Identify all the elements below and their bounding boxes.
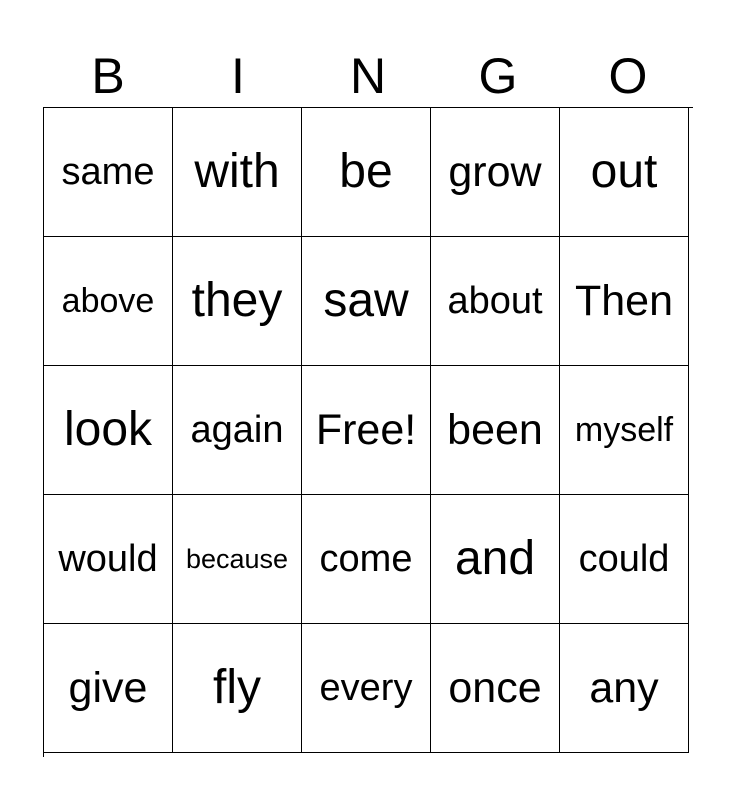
- header-letter-i: I: [231, 48, 245, 104]
- bingo-cell[interactable]: myself: [560, 366, 689, 495]
- bingo-cell[interactable]: because: [173, 495, 302, 624]
- header-letter-b: B: [91, 48, 125, 104]
- bingo-cell[interactable]: above: [44, 237, 173, 366]
- header-letter-g: G: [478, 48, 518, 104]
- bingo-cell[interactable]: be: [302, 108, 431, 237]
- bingo-cell[interactable]: saw: [302, 237, 431, 366]
- header-letter-o: O: [608, 48, 648, 104]
- bingo-cell[interactable]: any: [560, 624, 689, 753]
- bingo-cell[interactable]: with: [173, 108, 302, 237]
- bingo-cell[interactable]: could: [560, 495, 689, 624]
- bingo-cell[interactable]: once: [431, 624, 560, 753]
- free-space-cell[interactable]: Free!: [302, 366, 431, 495]
- bingo-cell[interactable]: they: [173, 237, 302, 366]
- bingo-cell[interactable]: every: [302, 624, 431, 753]
- bingo-cell[interactable]: come: [302, 495, 431, 624]
- bingo-cell[interactable]: about: [431, 237, 560, 366]
- bingo-board: [43, 107, 693, 757]
- bingo-cell[interactable]: look: [44, 366, 173, 495]
- bingo-cell[interactable]: same: [44, 108, 173, 237]
- header-letter-n: N: [349, 48, 387, 104]
- bingo-cell[interactable]: out: [560, 108, 689, 237]
- bingo-cell[interactable]: and: [431, 495, 560, 624]
- bingo-cell[interactable]: give: [44, 624, 173, 753]
- bingo-cell[interactable]: again: [173, 366, 302, 495]
- bingo-cell[interactable]: fly: [173, 624, 302, 753]
- bingo-cell[interactable]: grow: [431, 108, 560, 237]
- bingo-cell[interactable]: Then: [560, 237, 689, 366]
- bingo-cell[interactable]: been: [431, 366, 560, 495]
- bingo-header: [43, 46, 693, 106]
- bingo-cell[interactable]: would: [44, 495, 173, 624]
